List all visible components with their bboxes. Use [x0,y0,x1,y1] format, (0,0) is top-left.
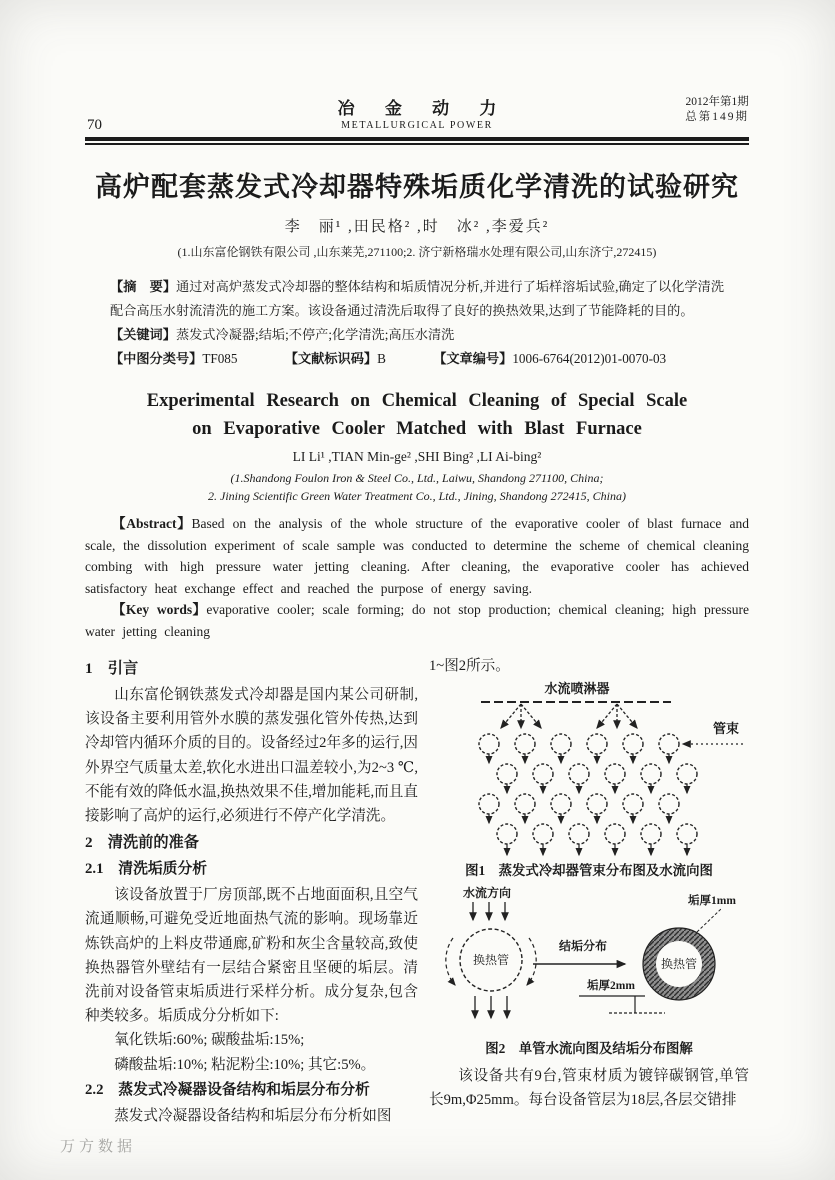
abstract-cn [110,275,724,323]
keywords-label-cn: 【关键词】 [110,327,176,342]
section-1-paragraph: 山东富伦钢铁蒸发式冷却器是国内某公司研制,该设备主要利用管外水膜的蒸发强化管外传热,达到冷却管内循环介质的目的。设备经过2年多的运行,因外界空气质量太差,软化水进出口温差较小,为2~3 ℃,不能有效的降低水温,换热效果不佳,增加能耗,而且直接影响了高炉的运行,必须进行不停产化学清洗。 [85,687,418,825]
fig2-right-arc [527,938,536,985]
fig1-tube-bundle-diagram [429,680,749,858]
fig2-tube-label-right: 换热管 [660,957,698,972]
affil-en-line2: 2. Jining Scientific Green Water Treatment Co., Ltd., Jining, Shandong 272415, China) [208,489,626,503]
wanfang-watermark: 万方数据 [60,1139,137,1155]
continued-sentence: 1~图2所示。 [429,658,510,674]
fig2-left-arc [446,938,455,985]
issue-info [685,95,749,125]
figure-1 [429,680,749,858]
left-column [85,654,418,1128]
keywords-text-en: evaporative cooler; scale forming; do not stop production; chemical cleaning; high pressure water jetting cleaning [85,602,749,639]
affil-en-line1: (1.Shandong Foulon Iron & Steel Co., Ltd., Laiwu, Shandong 271100, China; [230,471,604,485]
fig1-bundle-label: 管束 [712,721,740,737]
fig2-thickness1-label: 垢厚1mm [688,895,736,908]
fig1-tube-circles [479,734,697,844]
scale-composition-line2: 磷酸盐垢:10%; 粘泥粉尘:10%; 其它:5%。 [114,1056,376,1073]
figure-2-caption: 图2 单管水流向图及结垢分布图解 [485,1041,693,1057]
title-en-line1: Experimental Research on Chemical Cleaning of Special Scale [146,391,688,411]
section-2-2-paragraph: 蒸发式冷凝器设备结构和垢层分布分析如图 [114,1107,392,1124]
journal-name-block [85,94,749,131]
fig2-single-tube-diagram [429,886,749,1036]
authors-cn: 李 丽¹ ,田民格² ,时 冰² ,李爱兵² [284,219,550,235]
figure-1-caption: 图1 蒸发式冷却器管束分布图及水流向图 [465,863,713,879]
page-number: 70 [87,117,102,133]
clc-label: 【中图分类号】 [110,351,203,366]
header-rule-thick [85,137,749,141]
english-block [85,387,749,642]
section-2-2-heading: 2.2 蒸发式冷凝器设备结构和垢层分布分析 [85,1081,370,1098]
issue-line1: 2012年第1期 [685,96,749,108]
doc-code-label: 【文献标识码】 [284,351,378,366]
keywords-text-cn: 蒸发式冷凝器;结垢;不停产;化学清洗;高压水清洗 [175,327,455,342]
abstract-en [85,513,749,599]
fig1-spray-label: 水流喷淋器 [544,681,610,697]
affiliation-cn: (1.山东富伦钢铁有限公司 ,山东莱芜,271100;2. 济宁新格瑞水处理有限公司,山东济宁,272415) [177,245,657,259]
section-2-1-paragraph: 该设备放置于厂房顶部,既不占地面面积,且空气流通顺畅,可避免受近地面热气流的影响。现场靠近炼铁高炉的上料皮带通廊,矿粉和灰尘含量较高,致使换热器管外壁结有一层结合紧密且坚硬的垢层。清洗前对设备管束垢质进行采样分析。成分复杂,包含种类较多。垢质成分分析如下: [85,887,418,1025]
scale-composition-line1: 氧化铁垢:60%; 碳酸盐垢:15%; [114,1032,305,1049]
section-1-heading: 1 引言 [85,660,139,677]
keywords-cn [110,323,724,347]
keywords-en [85,599,749,642]
fig2-tube-label-left: 换热管 [472,953,510,968]
article-id-label: 【文章编号】 [433,351,513,366]
section-2-heading: 2 清洗前的准备 [85,834,199,852]
abstract-text-en: Based on the analysis of the whole structure of the evaporative cooler of blast furnace and scale, the dissolution experiment of scale sample was conducted to determine the scheme of chemical cleaning combing with high pressure water jetting cleaning. After cleaning, the evaporative cooler has achieved satisfactory heat exchange effect and reached the purpose of energy saving. [85,516,749,596]
page-content [85,94,749,1128]
abstract-block-en [85,513,749,642]
right-column [429,654,749,1128]
article-title-en [85,387,749,443]
figure-2 [429,886,749,1036]
journal-name-en: METALLURGICAL POWER [341,120,493,131]
body-columns [85,654,749,1128]
classification-row [110,347,724,371]
clc-value: TF085 [202,351,238,366]
title-en-line2: on Evaporative Cooler Matched with Blast Furnace [192,419,642,439]
article-id-value: 1006-6764(2012)01-0070-03 [512,351,667,366]
article-title-cn: 高炉配套蒸发式冷却器特殊垢质化学清洗的试验研究 [95,172,739,202]
header-rule-thin [85,143,749,145]
fig2-thickness2-label: 垢厚2mm [587,980,635,993]
fig2-top-flow-arrows [473,902,505,920]
section-2-1-heading: 2.1 清洗垢质分析 [85,861,208,878]
abstract-block-cn [85,275,749,371]
affiliation-en [85,469,749,505]
fig2-scale-distribution-label: 结垢分布 [558,939,608,954]
fig2-thickness2-callout [579,996,665,1013]
abstract-text-cn: 通过对高炉蒸发式冷却器的整体结构和垢质情况分析,并进行了垢样溶垢试验,确定了以化学清洗配合高压水射流清洗的施工方案。该设备通过清洗后取得了良好的换热效果,达到了节能降耗的目的。 [110,279,725,318]
running-header [85,94,749,133]
abstract-label-cn: 【摘 要】 [110,279,177,294]
fig2-flow-label: 水流方向 [462,886,512,901]
journal-name-cn: 冶 金 动 力 [337,99,510,118]
doc-code-value: B [377,351,386,366]
fig1-spray-arrows [501,704,637,728]
keywords-label-en: 【Key words】 [112,602,207,617]
fig2-thickness1-pointer [697,908,722,932]
issue-line2: 总第149期 [685,111,749,123]
authors-en: LI Li¹ ,TIAN Min-ge² ,SHI Bing² ,LI Ai-bing² [292,449,542,464]
fig2-bottom-flow-arrows [475,996,507,1018]
right-column-paragraph: 该设备共有9台,管束材质为镀锌碳钢管,单管长9m,Φ25mm。每台设备管层为18层,各层交错排 [429,1068,749,1109]
abstract-label-en: 【Abstract】 [112,516,192,531]
